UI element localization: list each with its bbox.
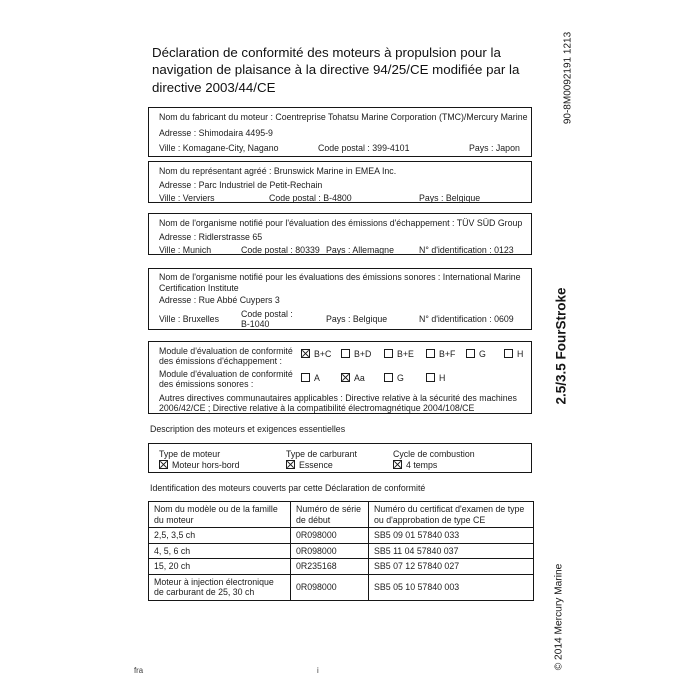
- checkbox-aa-icon: [341, 373, 350, 382]
- certificate-cell: SB5 05 10 57840 003: [369, 574, 534, 600]
- serial-cell: 0R098000: [291, 574, 369, 600]
- model-cell: 15, 20 ch: [149, 559, 291, 575]
- fuel-type-header: Type de carburant: [286, 449, 357, 459]
- exhaust-body-postal: Code postal : 80339: [241, 245, 320, 255]
- model-cell: 4, 5, 6 ch: [149, 543, 291, 559]
- noise-module-option: H: [426, 373, 445, 384]
- noise-body-city: Ville : Bruxelles: [159, 314, 219, 324]
- part-number-vertical: 90-8M0092191 1213: [562, 31, 574, 125]
- checkbox-be-icon: [384, 349, 393, 358]
- title-line-1: Déclaration de conformité des moteurs à propulsion pour la: [152, 45, 501, 60]
- engine-type-option: Moteur hors-bord: [159, 460, 239, 471]
- checkbox-a-icon: [301, 373, 310, 382]
- model-name-vertical: 2.5/3.5 FourStroke: [553, 287, 569, 405]
- table-row: [149, 574, 534, 600]
- certificate-cell: SB5 11 04 57840 037: [369, 543, 534, 559]
- checkbox-bd-icon: [341, 349, 350, 358]
- noise-body-box: [148, 268, 532, 330]
- title-line-3: directive 2003/44/CE: [152, 79, 276, 95]
- noise-module-option: G: [384, 373, 404, 384]
- exhaust-module-option: B+E: [384, 349, 414, 360]
- manufacturer-address: Adresse : Shimodaira 4495-9: [159, 128, 273, 138]
- representative-name: Nom du représentant agréé : Brunswick Marine in EMEA Inc.: [159, 166, 397, 176]
- representative-postal: Code postal : B-4800: [269, 193, 352, 203]
- representative-city: Ville : Verviers: [159, 193, 215, 203]
- language-code: fra: [134, 666, 144, 675]
- manufacturer-postal: Code postal : 399-4101: [318, 143, 410, 153]
- table-row: [149, 528, 534, 544]
- exhaust-body-box: [148, 213, 532, 255]
- exhaust-body-address: Adresse : Ridlerstrasse 65: [159, 232, 263, 242]
- table-header-row: [149, 502, 534, 528]
- noise-module-label: Module d'évaluation de conformité des émissions sonores :: [159, 369, 293, 389]
- serial-cell: 0R098000: [291, 543, 369, 559]
- other-directives: Autres directives communautaires applicables : Directive relative à la sécurité des machines 2006/42/CE ; Directive relative à la compatibilité électromagnétique 2004/108/CE: [159, 393, 517, 413]
- description-heading: Description des moteurs et exigences essentielles: [150, 424, 346, 434]
- checkbox-h2-icon: [426, 373, 435, 382]
- exhaust-module-option: B+F: [426, 349, 455, 360]
- certificate-cell: SB5 07 12 57840 027: [369, 559, 534, 575]
- fuel-type-option: Essence: [286, 460, 333, 471]
- serial-cell: 0R235168: [291, 559, 369, 575]
- description-table: [148, 443, 532, 473]
- manufacturer-name: Nom du fabricant du moteur : Coentreprise Tohatsu Marine Corporation (TMC)/Mercury Marine: [159, 112, 528, 122]
- checkbox-gasoline-icon: [286, 460, 295, 469]
- combustion-header: Cycle de combustion: [393, 449, 475, 459]
- noise-body-postal-value: B-1040: [241, 319, 270, 329]
- manufacturer-city: Ville : Komagane-City, Nagano: [159, 143, 279, 153]
- checkbox-h-icon: [504, 349, 513, 358]
- checkbox-bc-icon: [301, 349, 310, 358]
- exhaust-module-option: H: [504, 349, 523, 360]
- modules-box: [148, 341, 532, 414]
- exhaust-module-option: B+D: [341, 349, 371, 360]
- serial-cell: 0R098000: [291, 528, 369, 544]
- certificate-cell: SB5 09 01 57840 033: [369, 528, 534, 544]
- table-row: [149, 559, 534, 575]
- exhaust-module-label: Module d'évaluation de conformité des émissions d'échappement :: [159, 346, 293, 366]
- representative-address: Adresse : Parc Industriel de Petit-Rechain: [159, 180, 323, 190]
- noise-body-id-number: N° d'identification : 0609: [419, 314, 514, 324]
- page-number: i: [317, 666, 319, 675]
- representative-box: [148, 161, 532, 203]
- exhaust-body-country: Pays : Allemagne: [326, 245, 394, 255]
- identification-table: [148, 501, 534, 601]
- document-title: [152, 44, 547, 96]
- checkbox-outboard-icon: [159, 460, 168, 469]
- manufacturer-country: Pays : Japon: [469, 143, 520, 153]
- model-cell: 2,5, 3,5 ch: [149, 528, 291, 544]
- model-cell: Moteur à injection électronique de carburant de 25, 30 ch: [149, 574, 291, 600]
- exhaust-body-id-number: N° d'identification : 0123: [419, 245, 514, 255]
- noise-module-option: A: [301, 373, 320, 384]
- table-row: [149, 543, 534, 559]
- certificate-column-header: Numéro du certificat d'examen de type ou d'approbation de type CE: [369, 502, 534, 528]
- engine-type-header: Type de moteur: [159, 449, 221, 459]
- representative-country: Pays : Belgique: [419, 193, 481, 203]
- combustion-option: 4 temps: [393, 460, 437, 471]
- noise-module-option: Aa: [341, 373, 365, 384]
- model-column-header: Nom du modèle ou de la famille du moteur: [149, 502, 291, 528]
- noise-body-address: Adresse : Rue Abbé Cuypers 3: [159, 295, 280, 305]
- exhaust-module-option: G: [466, 349, 486, 360]
- checkbox-bf-icon: [426, 349, 435, 358]
- noise-body-postal-label: Code postal :: [241, 309, 293, 319]
- serial-column-header: Numéro de série de début: [291, 502, 369, 528]
- noise-body-country: Pays : Belgique: [326, 314, 388, 324]
- checkbox-g2-icon: [384, 373, 393, 382]
- checkbox-g-icon: [466, 349, 475, 358]
- checkbox-4stroke-icon: [393, 460, 402, 469]
- exhaust-body-name: Nom de l'organisme notifié pour l'évaluation des émissions d'échappement : TÜV SÜD Group: [159, 218, 523, 228]
- noise-body-name: Nom de l'organisme notifié pour les évaluations des émissions sonores : International Marine Certification Institute: [159, 272, 521, 293]
- title-line-2: navigation de plaisance à la directive 94/25/CE modifiée par la: [152, 62, 520, 78]
- exhaust-body-city: Ville : Munich: [159, 245, 212, 255]
- manufacturer-box: [148, 107, 532, 157]
- exhaust-module-option: B+C: [301, 349, 331, 360]
- copyright-vertical: © 2014 Mercury Marine: [553, 563, 565, 671]
- identification-heading: Identification des moteurs couverts par cette Déclaration de conformité: [150, 483, 426, 493]
